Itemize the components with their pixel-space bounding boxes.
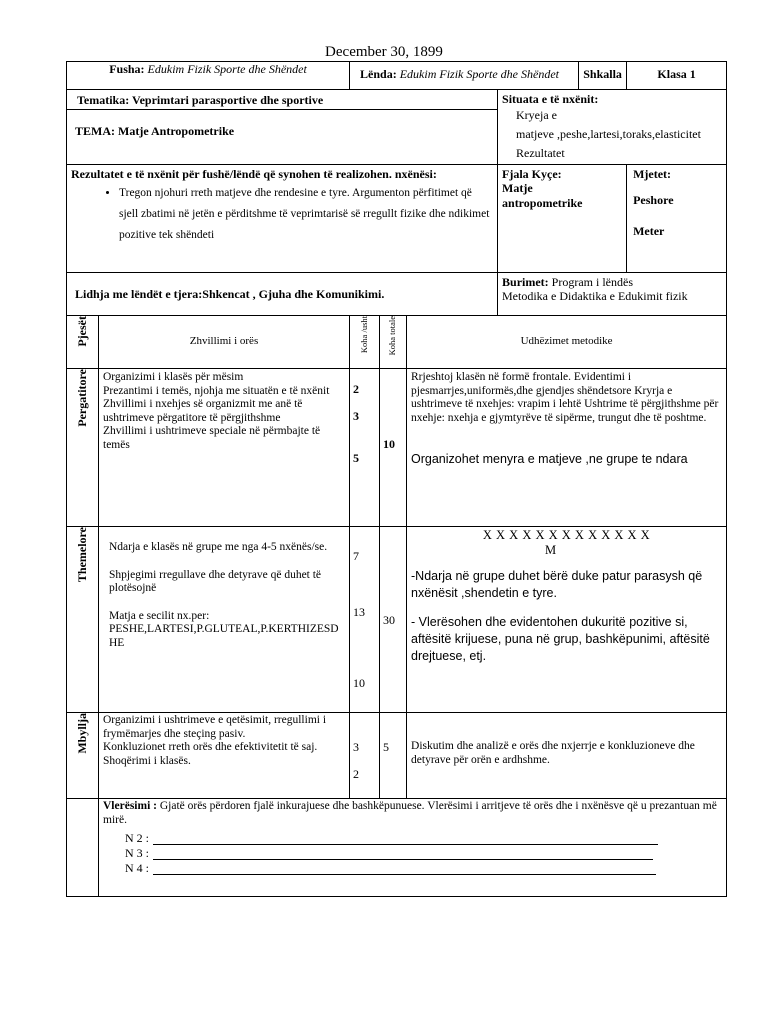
klasa-label: Klasa 1 <box>657 67 696 81</box>
situata-line-3: Rezultatet <box>516 146 565 161</box>
pergatitore-total: 10 <box>383 437 396 451</box>
themelore-note-1: -Ndarja në grupe duhet bërë duke patur parasysh që nxënësit ,shendetin e tyre. <box>411 569 703 600</box>
themelore-line-3: Matja e secilit nx.per: <box>109 609 210 622</box>
lidhja-cell <box>67 273 498 316</box>
rezultatet-bullet: • Tregon njohuri rreth matjeve dhe rendesine e tyre. Argumenton përfitimet që sjell zbatimi në jetën e përditshme të veprimtarisë së rregullt fizike dhe ndikimet pozitive tek shëndeti <box>119 183 493 246</box>
burimet-cell <box>498 273 727 316</box>
pergatitore-content <box>99 369 350 527</box>
themelore-koha-3: 10 <box>353 676 366 690</box>
pergatitore-line-4: Zhvillimi i ushtrimeve speciale në përmbajte të temës <box>103 425 321 451</box>
pergatitore-udhezimet-text: Rrjeshtoj klasën në formë frontale. Evidentimi i pjesmarrjes,uniformës,dhe gjendjes shëndetsore Kryrja e ushtrimeve të nxehjes: vrapim i lehtë Ushtrime të përgjithshme për nxehje: nxehja e gjymtyrëve të sipërme, trungut dhe të poshtme. <box>411 371 719 424</box>
fusha-value: Edukim Fizik Sporte dhe Shëndet <box>147 62 307 76</box>
n2-line[interactable] <box>153 833 658 845</box>
n2-label: N 2 : <box>125 830 149 845</box>
pergatitore-koha-usht <box>350 369 380 527</box>
burimet-label: Burimet: <box>502 275 549 289</box>
fjala-kyce-value-1: Matje <box>502 181 533 196</box>
themelore-total: 30 <box>383 613 396 627</box>
mbyllja-label: Mbyllja <box>75 713 90 754</box>
n3-line[interactable] <box>153 848 653 860</box>
pergatitore-line-2: Prezantimi i temës, njohja me situatën e të nxënit <box>103 384 330 397</box>
themelore-line-1: Ndarja e klasës në grupe me nga 4-5 nxënës/se. <box>109 541 328 553</box>
header-koha-usht-text: Koha /usht <box>358 316 369 354</box>
lenda-label: Lënda: <box>360 67 397 81</box>
vleresimi-spacer <box>67 799 99 897</box>
mjetet-item-peshore: Peshore <box>633 193 674 208</box>
tematika-tema-cell <box>67 90 498 165</box>
mbyllja-koha-1: 3 <box>353 740 360 754</box>
tematika-text: Tematika: Veprimtari parasportive dhe sportive <box>77 93 324 107</box>
fusha-label: Fusha: <box>109 62 145 76</box>
mbyllja-label-cell <box>67 713 99 799</box>
vleresimi-cell <box>99 799 727 897</box>
themelore-koha-totale <box>380 527 407 713</box>
situata-line-1: Kryeja e <box>516 108 557 123</box>
shkalla-label: Shkalla <box>583 67 622 81</box>
themelore-content <box>99 527 350 713</box>
n4-line[interactable] <box>153 863 656 875</box>
lidhja-text: Lidhja me lëndët e tjera:Shkencat , Gjuha dhe Komunikimi. <box>75 287 385 301</box>
mbyllja-line-3: Shoqërimi i klasës. <box>103 754 191 767</box>
lenda-value: Edukim Fizik Sporte dhe Shëndet <box>399 67 559 81</box>
pergatitore-koha-1: 2 <box>353 382 360 396</box>
themelore-formation-row: X X X X X X X X X X X X X <box>482 528 651 542</box>
fjala-kyce-label: Fjala Kyçe: <box>502 167 562 181</box>
pergatitore-udhezimet-note: Organizohet menyra e matjeve ,ne grupe te ndara <box>411 452 688 466</box>
themelore-note-2: - Vlerësohen dhe evidentohen dukuritë pozitive si, aftësitë krijuese, puna në grup, bashkëpunimi, aftësitë drejtuese, etj. <box>411 615 710 663</box>
n4-label: N 4 : <box>125 860 149 875</box>
mbyllja-content <box>99 713 350 799</box>
themelore-line-4: PESHE,LARTESI,P.GLUTEAL,P.KERTHIZESD HE <box>109 623 339 649</box>
header-zhvillimi <box>99 316 350 369</box>
mbyllja-udhezimet-text: Diskutim dhe analizë e orës dhe nxjerrje e konkluzioneve dhe detyrave për orën e ardhshme. <box>411 740 695 766</box>
pergatitore-line-1: Organizimi i klasës për mësim <box>103 371 244 383</box>
mjetet-label: Mjetet: <box>633 167 672 181</box>
fjala-kyce-value-2: antropometrike <box>502 195 583 210</box>
header-koha-usht <box>350 316 380 369</box>
themelore-koha-usht <box>350 527 380 713</box>
themelore-line-2: Shpjegimi rregullave dhe detyrave që duhet të plotësojnë <box>109 568 322 594</box>
header-koha-totale-text: Koha totale <box>387 316 398 356</box>
mbyllja-line-1: Organizimi i ushtrimeve e qetësimit, rregullimi i frymëmarjes dhe steçing pasiv. <box>103 714 327 740</box>
burimet-line-2: Metodika e Didaktika e Edukimit fizik <box>502 289 688 304</box>
header-pjeset <box>67 316 99 369</box>
mjetet-item-meter: Meter <box>633 223 665 238</box>
header-udhezimet-text: Udhëzimet metodike <box>520 335 613 348</box>
situata-line-2: matjeve ,peshe,lartesi,toraks,elasticitet <box>516 127 701 142</box>
vleresimi-text: Gjatë orës përdoren fjalë inkurajuese dhe bashkëpunuese. Vlerësimi i arritjeve të orës dhe i nxënësve që u prezantuan më mirë. <box>103 800 717 826</box>
themelore-label: Themelore <box>75 527 90 583</box>
mbyllja-line-2: Konkluzionet rreth orës dhe efektivitetit të saj. <box>103 741 318 753</box>
themelore-formation-m: M <box>544 543 557 557</box>
situata-cell <box>498 90 727 165</box>
rezultatet-heading: Rezultatet e të nxënit për fushë/lëndë që synohen të realizohen. nxënësi: <box>71 167 437 181</box>
pergatitore-label-cell <box>67 369 99 527</box>
n3-label: N 3 : <box>125 845 149 860</box>
lenda-cell <box>350 62 579 90</box>
fjala-kyce-cell <box>498 165 627 273</box>
pergatitore-udhezimet <box>407 369 727 527</box>
header-udhezimet <box>407 316 727 369</box>
mbyllja-total: 5 <box>383 740 390 754</box>
themelore-udhezimet <box>407 527 727 713</box>
rezultatet-cell <box>67 165 498 273</box>
mbyllja-koha-totale <box>380 713 407 799</box>
pergatitore-line-3: Zhvillimi i nxehjes së organizmit me anë të ushtrimeve përgatitore të përgjithshme <box>103 398 303 424</box>
pergatitore-koha-2: 3 <box>353 409 360 423</box>
shkalla-cell <box>579 62 627 90</box>
header-koha-totale <box>380 316 407 369</box>
themelore-koha-1: 7 <box>353 549 360 563</box>
vleresimi-label: Vlerësimi : <box>103 800 157 812</box>
document-date: December 30, 1899 <box>325 44 443 60</box>
header-zhvillimi-text: Zhvillimi i orës <box>189 335 259 348</box>
mjetet-cell <box>627 165 727 273</box>
tema-text: TEMA: Matje Antropometrike <box>75 124 235 138</box>
pergatitore-koha-3: 5 <box>353 451 360 465</box>
themelore-label-cell <box>67 527 99 713</box>
burimet-line-1: Program i lëndës <box>548 275 633 289</box>
themelore-koha-2: 13 <box>353 605 366 619</box>
klasa-cell <box>627 62 727 90</box>
pergatitore-koha-totale <box>380 369 407 527</box>
mbyllja-udhezimet <box>407 713 727 799</box>
lesson-plan-form <box>66 61 727 897</box>
fusha-cell <box>67 62 350 90</box>
pergatitore-label: Pergatitore <box>75 369 90 427</box>
mbyllja-koha-usht <box>350 713 380 799</box>
situata-label: Situata e të nxënit: <box>502 92 599 106</box>
header-pjeset-text: Pjesët <box>75 316 90 347</box>
mbyllja-koha-2: 2 <box>353 767 360 781</box>
